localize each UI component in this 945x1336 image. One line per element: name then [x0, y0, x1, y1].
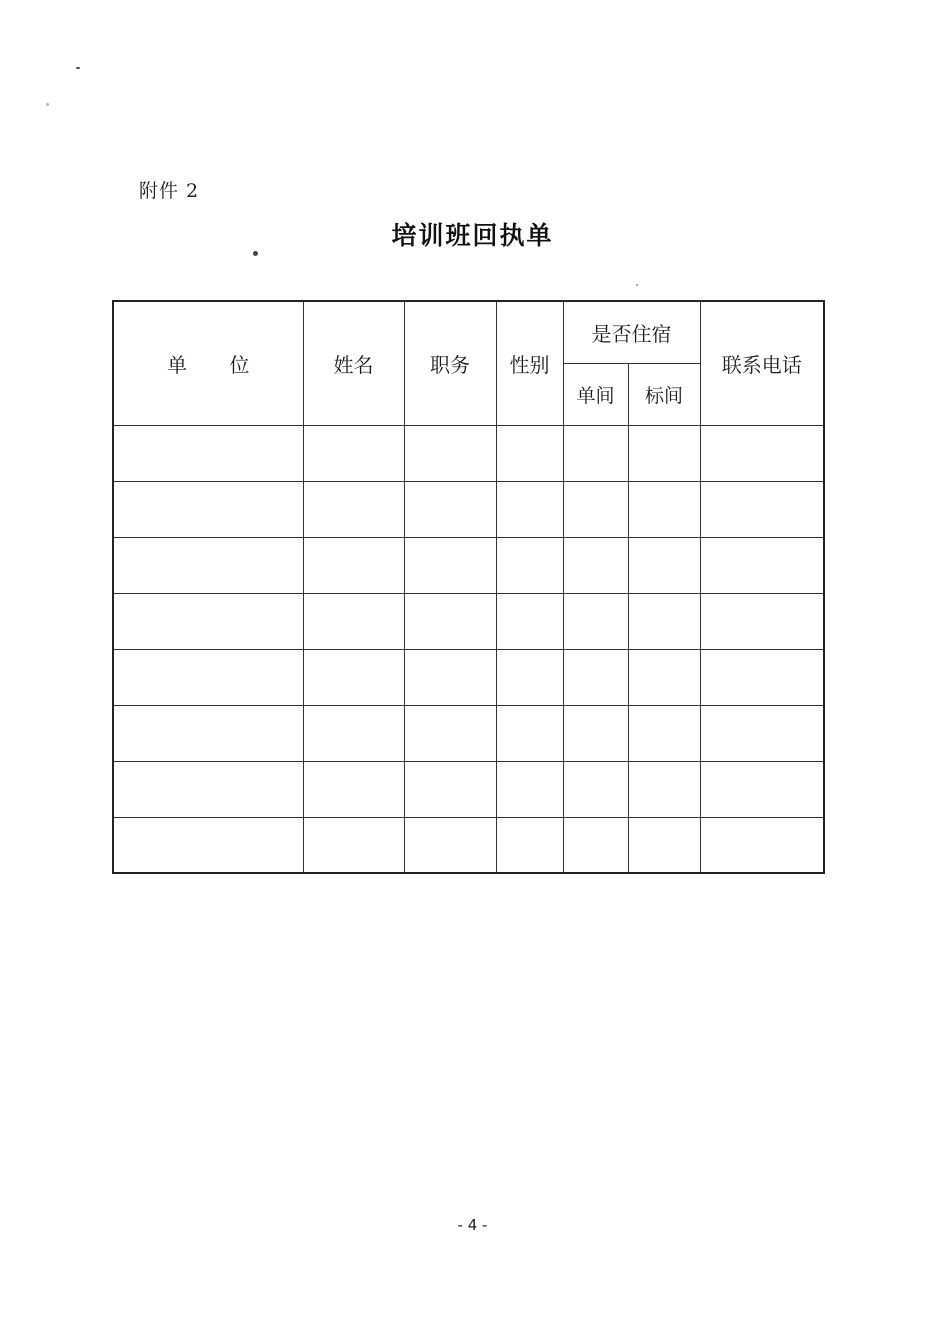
- column-header-accommodation: 是否住宿: [563, 301, 700, 363]
- standard-room-cell[interactable]: [628, 649, 700, 705]
- column-header-phone: 联系电话: [700, 301, 824, 425]
- phone-cell[interactable]: [700, 593, 824, 649]
- attachment-label: 附件 2: [139, 180, 200, 202]
- table-row: [113, 537, 824, 593]
- standard-room-cell[interactable]: [628, 817, 700, 873]
- table-row: [113, 649, 824, 705]
- gender-cell[interactable]: [496, 817, 563, 873]
- position-cell[interactable]: [404, 649, 496, 705]
- receipt-form-table: [112, 300, 825, 874]
- page-number: - 4 -: [457, 1216, 488, 1234]
- unit-cell[interactable]: [113, 425, 303, 481]
- single-room-cell[interactable]: [563, 817, 628, 873]
- single-room-cell[interactable]: [563, 425, 628, 481]
- gender-cell[interactable]: [496, 537, 563, 593]
- table-row: [113, 425, 824, 481]
- standard-room-cell[interactable]: [628, 537, 700, 593]
- unit-cell[interactable]: [113, 649, 303, 705]
- column-header-unit: 单 位: [113, 301, 303, 425]
- name-cell[interactable]: [303, 425, 404, 481]
- single-room-cell[interactable]: [563, 537, 628, 593]
- standard-room-cell[interactable]: [628, 593, 700, 649]
- single-room-cell[interactable]: [563, 593, 628, 649]
- unit-cell[interactable]: [113, 537, 303, 593]
- phone-cell[interactable]: [700, 761, 824, 817]
- position-cell[interactable]: [404, 593, 496, 649]
- column-header-name: 姓名: [303, 301, 404, 425]
- page-title: 培训班回执单: [391, 221, 554, 250]
- table-row: [113, 481, 824, 537]
- single-room-cell[interactable]: [563, 649, 628, 705]
- position-cell[interactable]: [404, 481, 496, 537]
- table-row: [113, 705, 824, 761]
- table-row: [113, 817, 824, 873]
- phone-cell[interactable]: [700, 705, 824, 761]
- phone-cell[interactable]: [700, 425, 824, 481]
- column-header-gender: 性别: [496, 301, 563, 425]
- phone-cell[interactable]: [700, 537, 824, 593]
- position-cell[interactable]: [404, 425, 496, 481]
- table-row: [113, 593, 824, 649]
- name-cell[interactable]: [303, 705, 404, 761]
- position-cell[interactable]: [404, 705, 496, 761]
- gender-cell[interactable]: [496, 705, 563, 761]
- single-room-cell[interactable]: [563, 705, 628, 761]
- standard-room-cell[interactable]: [628, 425, 700, 481]
- name-cell[interactable]: [303, 593, 404, 649]
- standard-room-cell[interactable]: [628, 761, 700, 817]
- name-cell[interactable]: [303, 817, 404, 873]
- gender-cell[interactable]: [496, 593, 563, 649]
- scan-speck: [46, 103, 49, 106]
- scan-speck: [636, 284, 638, 286]
- phone-cell[interactable]: [700, 481, 824, 537]
- phone-cell[interactable]: [700, 649, 824, 705]
- position-cell[interactable]: [404, 537, 496, 593]
- unit-cell[interactable]: [113, 761, 303, 817]
- column-header-position: 职务: [404, 301, 496, 425]
- column-header-standard-room: 标间: [628, 363, 700, 425]
- name-cell[interactable]: [303, 761, 404, 817]
- position-cell[interactable]: [404, 817, 496, 873]
- unit-cell[interactable]: [113, 817, 303, 873]
- single-room-cell[interactable]: [563, 481, 628, 537]
- table-row: [113, 761, 824, 817]
- phone-cell[interactable]: [700, 817, 824, 873]
- gender-cell[interactable]: [496, 425, 563, 481]
- name-cell[interactable]: [303, 537, 404, 593]
- name-cell[interactable]: [303, 481, 404, 537]
- scan-speck: [76, 67, 80, 69]
- unit-cell[interactable]: [113, 705, 303, 761]
- standard-room-cell[interactable]: [628, 705, 700, 761]
- name-cell[interactable]: [303, 649, 404, 705]
- single-room-cell[interactable]: [563, 761, 628, 817]
- unit-cell[interactable]: [113, 481, 303, 537]
- standard-room-cell[interactable]: [628, 481, 700, 537]
- gender-cell[interactable]: [496, 649, 563, 705]
- gender-cell[interactable]: [496, 761, 563, 817]
- position-cell[interactable]: [404, 761, 496, 817]
- unit-cell[interactable]: [113, 593, 303, 649]
- column-header-single-room: 单间: [563, 363, 628, 425]
- gender-cell[interactable]: [496, 481, 563, 537]
